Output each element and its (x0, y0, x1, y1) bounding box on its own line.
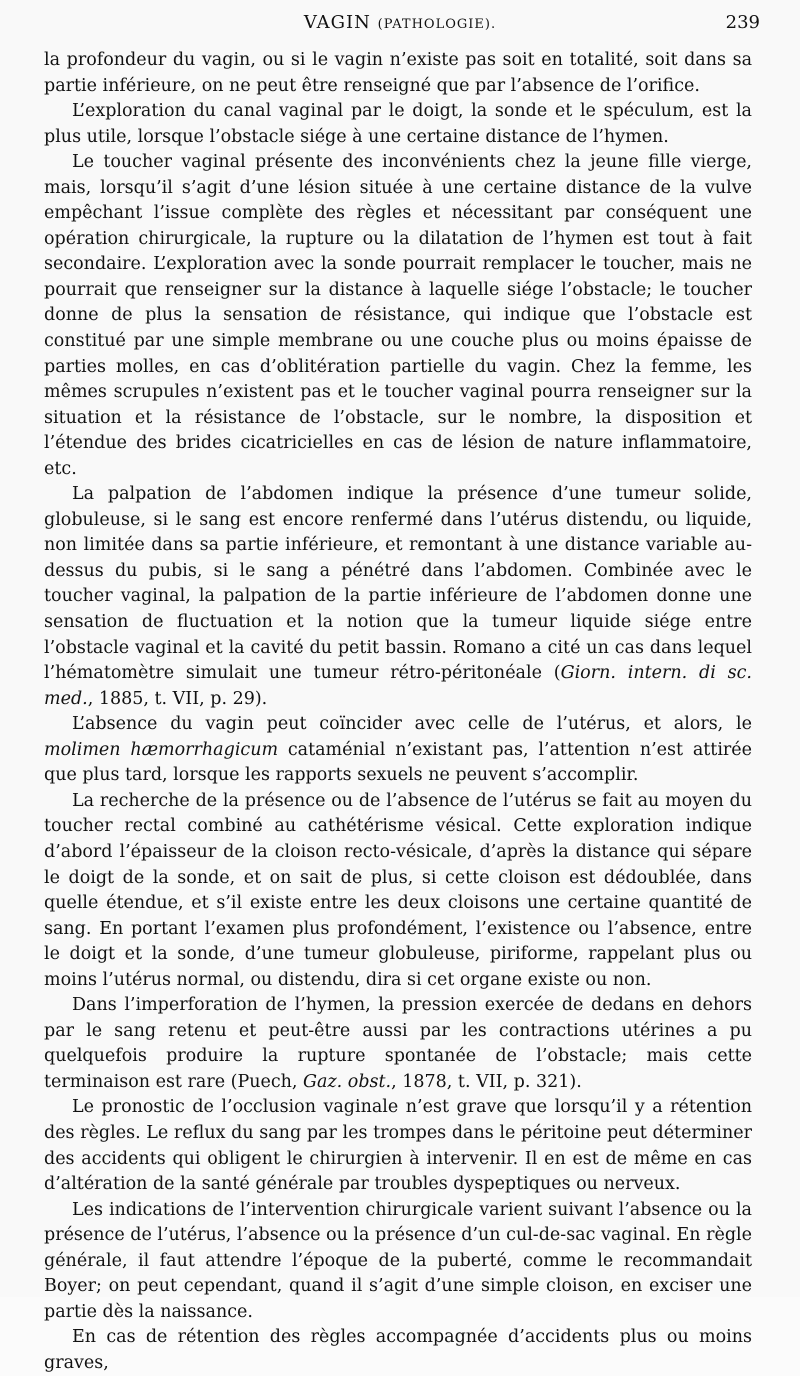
paragraph (44, 789, 752, 993)
running-title (40, 12, 760, 33)
paragraph-text: L’exploration du canal vaginal par le doigt, la sonde et le spéculum, est la plus utile, lorsque l’obstacle siége à une certaine distance de l’hymen. (44, 101, 752, 147)
paragraph-text: Le pronostic de l’occlusion vaginale n’est grave que lorsqu’il y a rétention des règles. Le reflux du sang par les trompes dans le péritoine peut déterminer des accidents qui obligent le chirurgien à intervenir. Il en est de même en cas d’altération de la santé générale par troubles dyspeptiques ou nerveux. (44, 1097, 752, 1195)
paragraph-text: La recherche de la présence ou de l’absence de l’utérus se fait au moyen du toucher rectal combiné au cathétérisme vésical. Cette exploration indique d’abord l’épaisseur de la cloison recto-vésicale, d’après la distance qui sépare le doigt de la sonde, et on sait de plus, si cette cloison est dédoublée, dans quelle étendue, et s’il existe entre les deux cloisons une certaine quantité de sang. En portant l’examen plus profondément, l’existence ou l’absence, entre le doigt et la sonde, d’une tumeur globuleuse, piriforme, rappelant plus ou moins l’utérus normal, ou distendu, dira si cet organe existe ou non. (44, 790, 752, 990)
page-number: 239 (725, 12, 760, 33)
paragraph (44, 712, 752, 789)
paragraph (44, 99, 752, 150)
paragraph (44, 482, 752, 712)
paragraph-text: Les indications de l’intervention chirurgicale varient suivant l’absence ou la présence de l’utérus, l’absence ou la présence d’un cul-de-sac vaginal. En règle générale, il faut attendre l’époque de la puberté, comme le recommandait Boyer; on peut cependant, quand il s’agit d’une simple cloison, en exciser une partie dès la naissance. (44, 1199, 753, 1322)
running-title-subtitle: (PATHOLOGIE). (377, 17, 497, 32)
paragraph-text: cataménial n’existant pas, l’attention n’est attirée que plus tard, lorsque les rapports sexuels ne peuvent s’accomplir. (44, 739, 752, 786)
paragraph-text: En cas de rétention des règles accompagnée d’accidents plus ou moins graves, (44, 1327, 752, 1373)
paragraph-text: L’absence du vagin peut coïncider avec celle de l’utérus, et alors, le (72, 714, 752, 735)
citation-italic: Giorn. intern. di sc. med. (44, 663, 752, 709)
paragraph-text: Dans l’imperforation de l’hymen, la pression exercée de dedans en dehors par le sang retenu et peut-être aussi par les contractions utérines a pu quelquefois produire la rupture spontanée de l’obstacle; mais cette terminaison est rare (Puech, (44, 995, 752, 1092)
running-header (40, 12, 760, 38)
paragraph (44, 993, 752, 1095)
body-text (44, 48, 752, 1376)
paragraph (44, 1325, 752, 1376)
paragraph (44, 1198, 752, 1326)
paragraph-text: Le toucher vaginal présente des inconvénients chez la jeune fille vierge, mais, lorsqu’il s’agit d’une lésion située à une certaine distance de la vulve empêchant l’issue complète des règles et nécessitant par conséquent une opération chirurgicale, la rupture ou la dilatation de l’hymen est tout à fait secondaire. L’exploration avec la sonde pourrait remplacer le toucher, mais ne pourrait que renseigner sur la distance à laquelle siége l’obstacle; le toucher donne de plus la sensation de résistance, qui indique que l’obstacle est constitué par une simple membrane ou une couche plus ou moins épaisse de parties molles, en cas d’oblitération partielle du vagin. Chez la femme, les mêmes scrupules n’existent pas et le toucher vaginal pourra renseigner sur la situation et la résistance de l’obstacle, sur le nombre, la disposition et l’étendue des brides cicatricielles en cas de lésion de nature inflammatoire, etc. (44, 152, 752, 479)
paragraph-text: , 1878, t. VII, p. 321). (391, 1071, 582, 1092)
paragraph (44, 1095, 752, 1197)
paragraph-text: La palpation de l’abdomen indique la présence d’une tumeur solide, globuleuse, si le sang est encore renfermé dans l’utérus distendu, ou liquide, non limitée dans sa partie inférieure, et remontant à une distance variable au-dessus du pubis, si le sang a pénétré dans l’abdomen. Combinée avec le toucher vaginal, la palpation de la partie inférieure de l’abdomen donne une sensation de fluctuation et la notion que la tumeur liquide siége entre l’obstacle vaginal et la cavité du petit bassin. Romano a cité un cas dans lequel l’hématomètre simulait une tumeur rétro-péritonéale ( (44, 484, 752, 684)
paragraph-text: la profondeur du vagin, ou si le vagin n’existe pas soit en totalité, soit dans sa partie inférieure, on ne peut être renseigné que par l’absence de l’orifice. (44, 50, 752, 96)
paragraph (44, 48, 752, 99)
latin-term-italic: molimen hæmorrhagicum (44, 739, 279, 760)
citation-italic: Gaz. obst. (303, 1071, 392, 1092)
paragraph (44, 150, 752, 482)
running-title-main: VAGIN (303, 12, 371, 33)
paragraph-text: , 1885, t. VII, p. 29). (87, 688, 268, 709)
